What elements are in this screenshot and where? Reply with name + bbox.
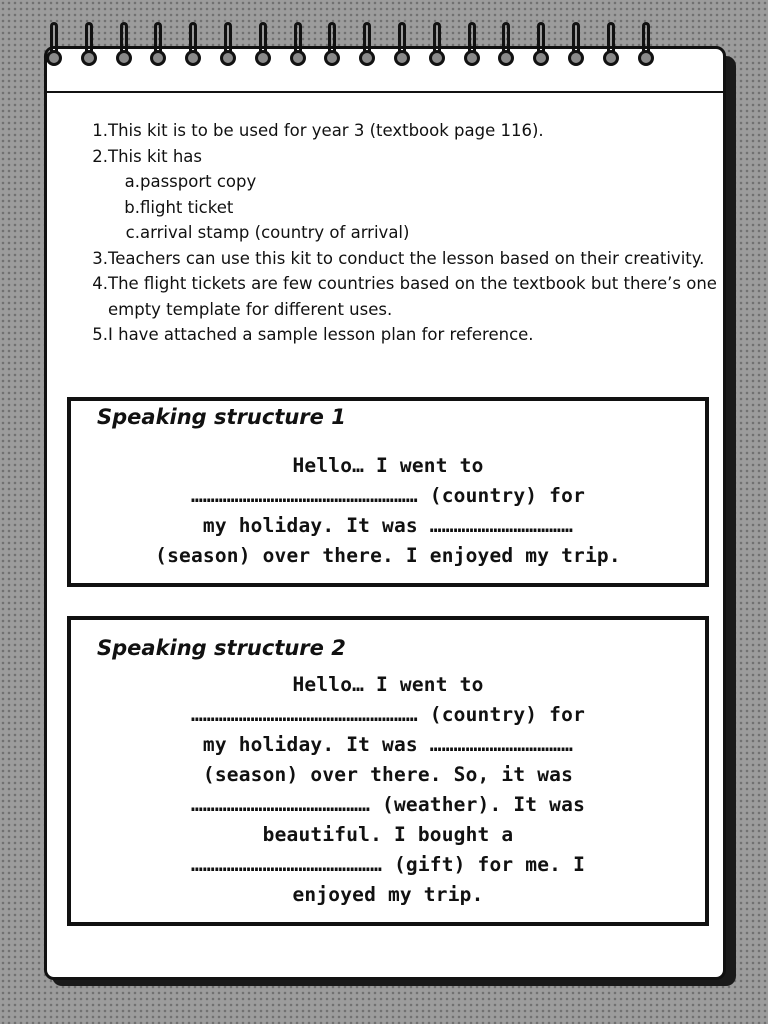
spiral-ring-icon xyxy=(634,22,669,82)
spiral-ring-icon xyxy=(146,22,181,82)
list-text: Teachers can use this kit to conduct the lesson based on their creativity. xyxy=(108,248,705,268)
structure-line: (season) over there. So, it was xyxy=(202,763,574,786)
structure-line: Hello… I went to xyxy=(292,454,484,477)
spiral-ring-icon xyxy=(355,22,390,82)
structure-line: (season) over there. I enjoyed my trip. xyxy=(155,544,621,567)
sub-list-letter: c. xyxy=(125,223,140,242)
structure-line: my holiday. It was ……………………………… xyxy=(202,733,574,756)
list-item xyxy=(90,118,720,144)
sub-list-text: passport copy xyxy=(140,172,257,191)
spiral-ring-icon xyxy=(425,22,460,82)
speaking-structure-1-title: Speaking structure 1 xyxy=(97,405,346,429)
sub-list-letter: a. xyxy=(124,172,140,191)
list-number: 2. xyxy=(92,146,108,166)
list-text: The flight tickets are few countries based on the textbook but there’s one empty template for different uses. xyxy=(108,274,717,319)
list-text: This kit has xyxy=(108,146,202,166)
list-number: 5. xyxy=(92,325,108,344)
spiral-ring-icon xyxy=(42,22,77,82)
structure-line: ………………………………………… (gift) for me. I xyxy=(190,853,586,876)
sub-list-letter: b. xyxy=(124,197,140,217)
spiral-ring-icon xyxy=(216,22,251,82)
speaking-structure-2-box xyxy=(67,616,709,926)
list-number: 4. xyxy=(92,274,108,293)
spiral-ring-icon xyxy=(460,22,495,82)
binding-rule xyxy=(47,91,723,93)
spiral-ring-icon xyxy=(112,22,147,82)
sub-list-text: arrival stamp (country of arrival) xyxy=(140,223,410,242)
list-item xyxy=(90,144,720,170)
speaking-structure-1-box xyxy=(67,397,709,587)
list-number: 3. xyxy=(92,248,108,268)
spiral-ring-icon xyxy=(181,22,216,82)
sub-list-item xyxy=(90,195,720,221)
list-number: 1. xyxy=(92,121,108,140)
list-item xyxy=(90,322,720,348)
structure-line: ………………………………………………… (country) for xyxy=(190,703,586,726)
spiral-ring-icon xyxy=(494,22,529,82)
speaking-structure-1-text xyxy=(85,451,691,571)
spiral-binding xyxy=(42,22,702,82)
list-text: This kit is to be used for year 3 (textbook page 116). xyxy=(108,121,544,140)
instruction-list xyxy=(90,118,720,348)
structure-line: beautiful. I bought a xyxy=(262,823,514,846)
speaking-structure-2-title: Speaking structure 2 xyxy=(97,636,346,660)
spiral-ring-icon xyxy=(77,22,112,82)
sub-list-item xyxy=(90,169,720,195)
spiral-ring-icon xyxy=(390,22,425,82)
structure-line: ……………………………………… (weather). It was xyxy=(190,793,586,816)
spiral-ring-icon xyxy=(529,22,564,82)
spiral-ring-icon xyxy=(320,22,355,82)
list-text: I have attached a sample lesson plan for reference. xyxy=(108,325,534,344)
spiral-ring-icon xyxy=(286,22,321,82)
structure-line: enjoyed my trip. xyxy=(292,883,484,906)
sub-list-text: flight ticket xyxy=(140,197,234,217)
speaking-structure-2-text xyxy=(85,670,691,910)
sub-list-item xyxy=(90,220,720,246)
list-item xyxy=(90,271,720,322)
spiral-ring-icon xyxy=(564,22,599,82)
spiral-ring-icon xyxy=(599,22,634,82)
structure-line: my holiday. It was ……………………………… xyxy=(202,514,574,537)
spiral-ring-icon xyxy=(251,22,286,82)
list-item xyxy=(90,246,720,272)
structure-line: Hello… I went to xyxy=(292,673,484,696)
structure-line: ………………………………………………… (country) for xyxy=(190,484,586,507)
